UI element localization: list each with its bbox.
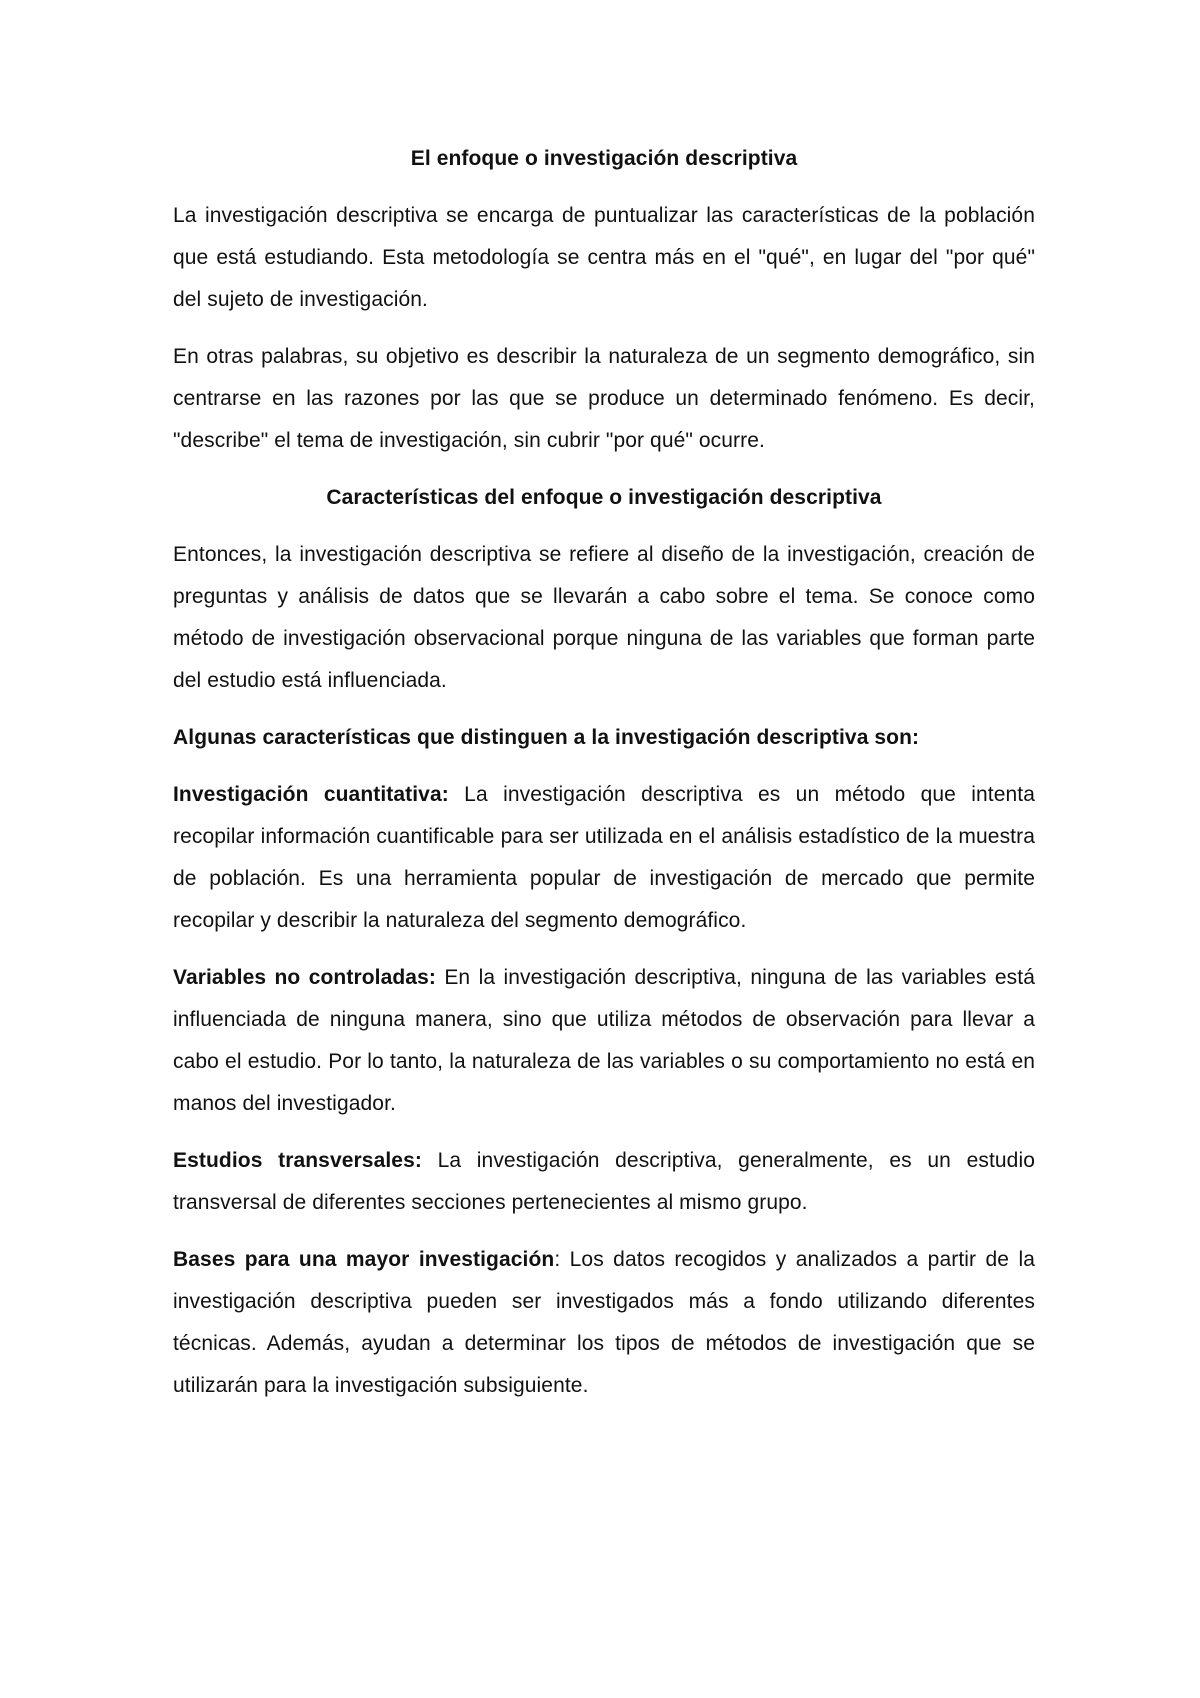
feature-term: Bases para una mayor investigación <box>173 1248 555 1271</box>
feature-term: Estudios transversales: <box>173 1149 422 1172</box>
feature-term: Variables no controladas: <box>173 966 436 989</box>
feature-cross-sectional <box>173 1140 1035 1224</box>
section-paragraph-1: Entonces, la investigación descriptiva se refiere al diseño de la investigación, creación de preguntas y análisis de datos que se llevarán a cabo sobre el tema. Se conoce como método de investigación observacional porque ninguna de las variables que forman parte del estudio está influenciada. <box>173 543 1035 692</box>
intro-paragraph-2: En otras palabras, su objetivo es describir la naturaleza de un segmento demográfico, sin centrarse en las razones por las que se produce un determinado fenómeno. Es decir, "describe" el tema de investigación, sin cubrir "por qué" ocurre. <box>173 345 1035 452</box>
feature-further-research <box>173 1239 1035 1407</box>
document-page <box>173 138 1035 1407</box>
feature-text: En la investigación descriptiva, ninguna de las variables está influenciada de ninguna manera, sino que utiliza métodos de observación para llevar a cabo el estudio. Por lo tanto, la naturaleza de las variables o su comportamiento no está en manos del investigador. <box>173 966 1035 1115</box>
feature-text: La investigación descriptiva es un método que intenta recopilar información cuantificable para ser utilizada en el análisis estadístico de la muestra de población. Es una herramienta popular de investigación de mercado que permite recopilar y describir la naturaleza del segmento demográfico. <box>173 783 1035 932</box>
intro-paragraph-1: La investigación descriptiva se encarga de puntualizar las características de la población que está estudiando. Esta metodología se centra más en el "qué", en lugar del "por qué" del sujeto de investigación. <box>173 204 1035 311</box>
feature-term: Investigación cuantitativa: <box>173 783 449 806</box>
section-heading: Características del enfoque o investigación descriptiva <box>326 486 882 509</box>
feature-text: : Los datos recogidos y analizados a partir de la investigación descriptiva pueden ser investigados más a fondo utilizando diferentes técnicas. Además, ayudan a determinar los tipos de métodos de investigación que se utilizarán para la investigación subsiguiente. <box>173 1248 1035 1397</box>
feature-text: La investigación descriptiva, generalmente, es un estudio transversal de diferentes secciones pertenecientes al mismo grupo. <box>173 1149 1035 1214</box>
feature-uncontrolled-variables <box>173 957 1035 1125</box>
feature-quantitative <box>173 774 1035 942</box>
list-heading: Algunas características que distinguen a la investigación descriptiva son: <box>173 726 920 749</box>
document-title: El enfoque o investigación descriptiva <box>410 147 798 170</box>
